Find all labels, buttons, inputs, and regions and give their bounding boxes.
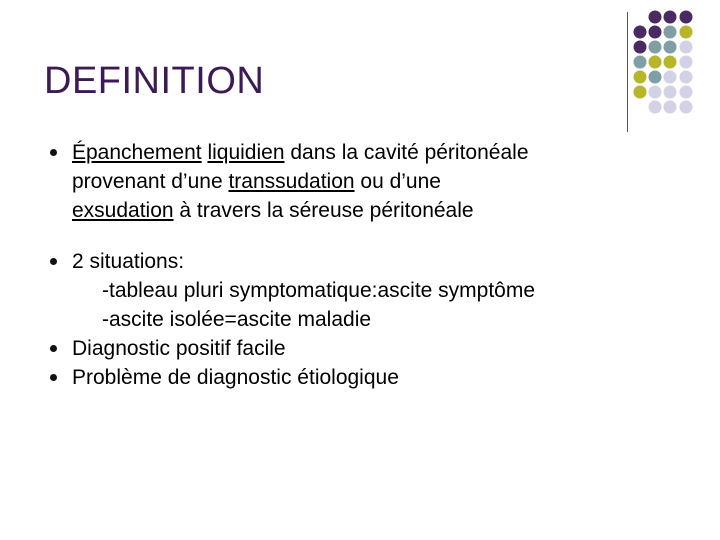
decorative-dot (680, 56, 693, 69)
term-transsudation: transsudation (228, 170, 355, 193)
definition-text-4: à travers la séreuse péritonéale (173, 199, 474, 222)
decorative-dot (664, 41, 677, 54)
decorative-dot (649, 101, 662, 114)
decorative-dot (649, 41, 662, 54)
decorative-dot (634, 71, 647, 84)
bullet-item-definition (50, 138, 700, 225)
diagnostic-etiologique-text: Problème de diagnostic étiologique (72, 366, 399, 389)
decorative-dot (634, 56, 647, 69)
decorative-dot (649, 11, 662, 24)
decorative-dot (680, 26, 693, 39)
decorative-dot (634, 41, 647, 54)
decorative-dot (680, 101, 693, 114)
decorative-dot (649, 26, 662, 39)
bullet-dot (50, 149, 57, 156)
decorative-dot (649, 56, 662, 69)
bullet-item-diagnostic-etiologique (50, 363, 700, 392)
definition-text-1: dans la cavité péritonéale (284, 141, 529, 164)
situation-1: -tableau pluri symptomatique:ascite symptôme (102, 279, 536, 302)
situation-2: -ascite isolée=ascite maladie (102, 308, 372, 331)
bullet-dot (50, 345, 57, 352)
decorative-dot (649, 71, 662, 84)
decorative-dot (664, 11, 677, 24)
bullet-list (50, 138, 700, 392)
decorative-dot (680, 71, 693, 84)
bullet-dot (50, 374, 57, 381)
diagnostic-positif-text: Diagnostic positif facile (72, 337, 286, 360)
decorative-dot (664, 56, 677, 69)
term-liquidien: liquidien (207, 141, 285, 164)
decorative-dot (664, 101, 677, 114)
decorative-dot (680, 86, 693, 99)
decorative-dot (680, 41, 693, 54)
decorative-dot (649, 86, 662, 99)
decorative-dot (634, 26, 647, 39)
term-exsudation: exsudation (72, 199, 174, 222)
definition-text-2: provenant d’une (72, 170, 229, 193)
definition-text-3: ou d’une (354, 170, 441, 193)
decorative-dot (664, 86, 677, 99)
decorative-dot (634, 86, 647, 99)
term-epanchement: Épanchement (72, 141, 202, 164)
situations-heading: 2 situations: (72, 250, 185, 273)
slide-title: DEFINITION (44, 60, 265, 102)
bullet-dot (50, 258, 57, 265)
decorative-dot (680, 11, 693, 24)
decorative-dot (664, 71, 677, 84)
decorative-dot-grid (0, 0, 720, 130)
bullet-item-diagnostic-positif (50, 334, 700, 363)
bullet-item-situations (50, 247, 700, 334)
decorative-dot (664, 26, 677, 39)
